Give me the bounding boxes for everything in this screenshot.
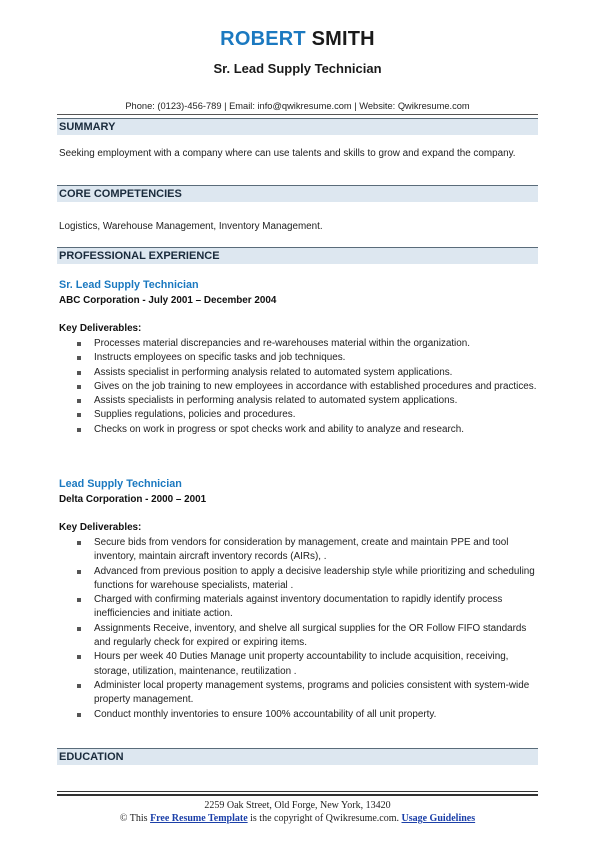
list-item: Charged with confirming materials against inventory documentation to rapidly identify process inefficiencies and initiate action. [76,593,538,622]
summary-text: Seeking employment with a company where can use talents and skills to grow and expand the company. [59,148,516,159]
last-name: SMITH [311,28,375,50]
list-item: Processes material discrepancies and re-warehouses material within the organization. [76,337,538,351]
footer-divider [57,794,538,796]
job-title: Sr. Lead Supply Technician [213,61,382,76]
list-item: Advanced from previous position to apply a decisive leadership style while prioritizing and scheduling functions for warehouse specialists, material . [76,565,538,594]
job-2-deliverables-label: Key Deliverables: [59,522,142,533]
section-heading-summary: SUMMARY [57,118,538,135]
divider [57,114,538,115]
section-heading-education: EDUCATION [57,748,538,765]
section-heading-experience: PROFESSIONAL EXPERIENCE [57,247,538,264]
job-1-bullet-list [76,337,538,437]
copyright-prefix: © This [119,813,148,824]
list-item: Conduct monthly inventories to ensure 100% accountability of all unit property. [76,708,538,722]
list-item: Instructs employees on specific tasks and job techniques. [76,351,538,365]
contact-line: Phone: (0123)-456-789 | Email: info@qwikresume.com | Website: Qwikresume.com [125,101,470,111]
footer-address: 2259 Oak Street, Old Forge, New York, 13420 [204,800,391,811]
job-1-deliverables-label: Key Deliverables: [59,323,142,334]
job-2-company: Delta Corporation - 2000 – 2001 [59,494,207,505]
first-name: ROBERT [220,28,306,50]
copyright-middle: is the copyright of Qwikresume.com. [250,813,399,824]
section-heading-competencies: CORE COMPETENCIES [57,185,538,202]
job-2-bullet-list [76,536,538,722]
list-item: Supplies regulations, policies and procedures. [76,408,538,422]
list-item: Assists specialist in performing analysis related to automated system applications. [76,366,538,380]
job-1-title: Sr. Lead Supply Technician [59,279,199,291]
list-item: Gives on the job training to new employees in accordance with established procedures and practices. [76,380,538,394]
footer-copyright [0,813,595,824]
job-2-title: Lead Supply Technician [59,478,182,490]
free-resume-template-link[interactable]: Free Resume Template [150,813,248,824]
list-item: Hours per week 40 Duties Manage unit property accountability to include acquisition, receiving, storage, utilization, maintenance, reutilization . [76,650,538,679]
list-item: Assignments Receive, inventory, and shelve all surgical supplies for the OR Follow FIFO standards and regularly check for expired or expiring items. [76,622,538,651]
list-item: Checks on work in progress or spot checks work and ability to analyze and research. [76,423,538,437]
usage-guidelines-link[interactable]: Usage Guidelines [401,813,476,824]
list-item: Administer local property management systems, programs and policies consistent with system-wide property management. [76,679,538,708]
list-item: Assists specialists in performing analysis related to automated system applications. [76,394,538,408]
list-item: Secure bids from vendors for consideration by management, create and maintain PPE and tool inventory, maintain aircraft inventory records (AIRs), . [76,536,538,565]
competencies-text: Logistics, Warehouse Management, Inventory Management. [59,221,323,232]
footer-divider [57,791,538,792]
candidate-name [0,28,595,51]
job-1-company: ABC Corporation - July 2001 – December 2004 [59,295,277,306]
